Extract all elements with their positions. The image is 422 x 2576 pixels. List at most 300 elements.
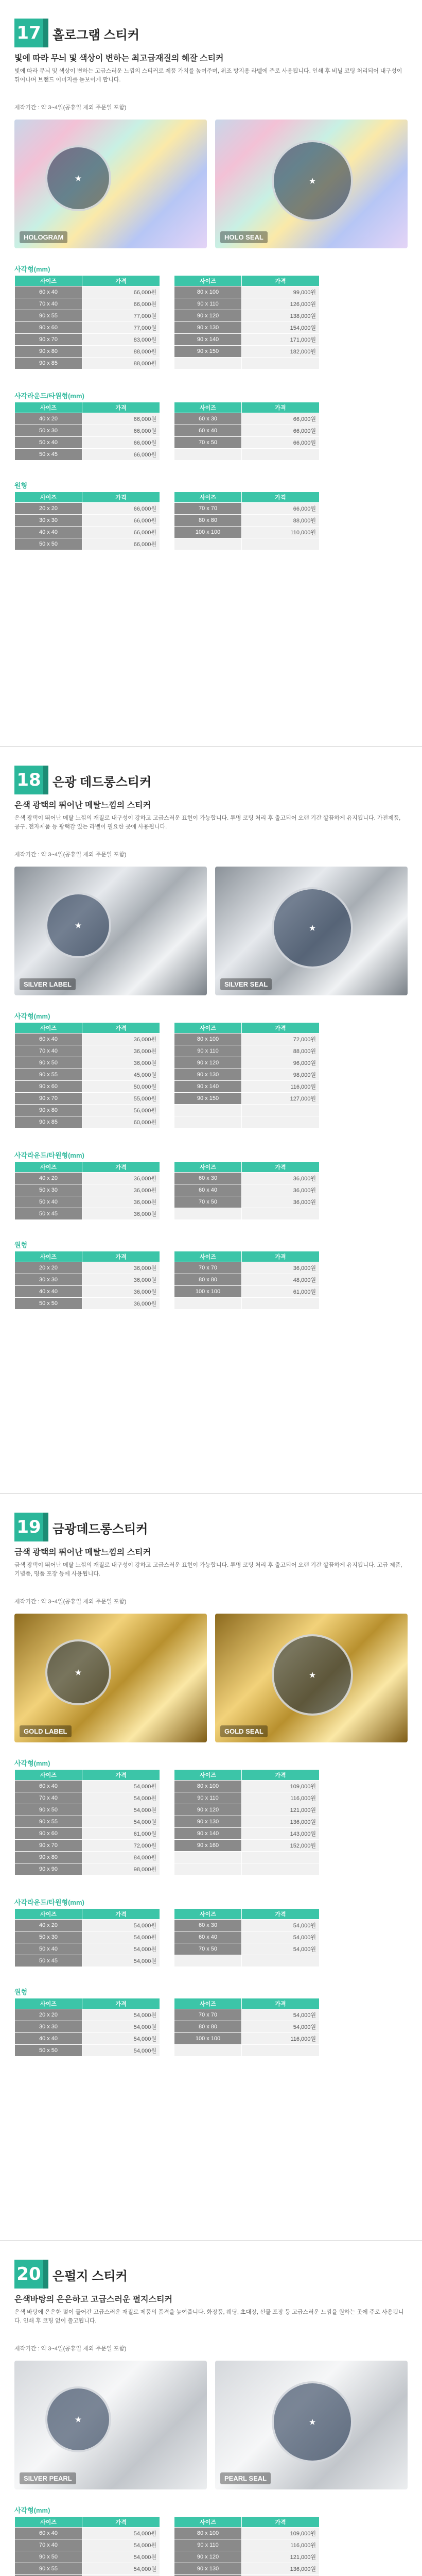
size-cell: 50 x 30 [15,1184,82,1196]
sticker-sample-icon: ★ [272,1634,353,1716]
price-cell: 54,000원 [82,2563,160,2575]
table-row [15,1863,160,1875]
table-row [174,286,320,298]
table-row [174,527,320,538]
table-header-row [174,1162,320,1173]
size-cell: 90 x 130 [174,1069,242,1081]
size-header: 사이즈 [15,492,82,503]
table-header-row [15,2517,160,2528]
size-cell: 70 x 40 [15,1792,82,1804]
size-cell: 30 x 30 [15,2021,82,2033]
size-cell: 80 x 100 [174,286,242,298]
price-cell: 72,000원 [242,1033,320,1045]
photo-label: HOLOGRAM [20,231,67,243]
size-cell: 40 x 40 [15,2033,82,2045]
price-cell: 50,000원 [82,1081,160,1093]
price-cell: 66,000원 [82,437,160,449]
table-header-row [15,1162,160,1173]
price-cell: 36,000원 [82,1298,160,1310]
table-header-row [15,402,160,413]
price-header: 가격 [242,492,320,503]
size-cell: 90 x 140 [174,1081,242,1093]
price-header: 가격 [82,1909,160,1920]
size-header: 사이즈 [15,1162,82,1173]
size-cell: 50 x 30 [15,1931,82,1943]
price-cell: 36,000원 [82,1057,160,1069]
table-row [15,503,160,515]
table-row [15,1208,160,1220]
price-table-left [14,1251,160,1310]
photo-label: SILVER SEAL [220,978,272,990]
table-row [174,1286,320,1298]
production-period-note: 제작기간 : 약 3~4일(공휴일 제외 주문일 포함) [14,852,127,858]
price-header: 가격 [242,1251,320,1262]
section-title: 은광 데드롱스티커 [52,775,152,789]
table-row [15,437,160,449]
price-cell: 121,000원 [242,2551,320,2563]
size-header: 사이즈 [174,1023,242,1033]
section-title: 홀로그램 스티커 [52,28,139,42]
table-row [15,2551,160,2563]
size-cell [174,1852,242,1863]
table-row [174,2563,320,2575]
price-table-left [14,1908,160,1967]
table-row [15,527,160,538]
table-row [174,425,320,437]
section-subtitle: 빛에 따라 무늬 및 색상이 변하는 최고급재질의 헤잘 스티커 [14,54,224,63]
price-cell: 36,000원 [242,1262,320,1274]
price-cell: 60,000원 [82,1116,160,1128]
table-row [15,1116,160,1128]
price-cell: 54,000원 [242,2021,320,2033]
section-subtitle: 금색 광택의 뛰어난 메탈느낌의 스티커 [14,1548,151,1557]
size-cell: 90 x 55 [15,310,82,322]
size-cell: 50 x 50 [15,538,82,550]
price-header: 가격 [242,1909,320,1920]
price-cell: 154,000원 [242,322,320,334]
price-cell: 66,000원 [82,413,160,425]
price-cell [242,1208,320,1220]
section-title: 은펄지 스티커 [52,2269,128,2283]
size-cell: 90 x 130 [174,2563,242,2575]
table-row [15,2539,160,2551]
price-cell: 54,000원 [82,2528,160,2539]
size-cell: 50 x 50 [15,2045,82,2057]
table-row [174,1804,320,1816]
price-cell: 36,000원 [82,1184,160,1196]
price-cell: 66,000원 [82,515,160,527]
table-row [15,1804,160,1816]
table-row [174,1274,320,1286]
product-photo [14,2361,207,2489]
table-header-row [15,1251,160,1262]
sticker-section-19 [0,1494,422,2241]
size-cell: 90 x 85 [15,1116,82,1128]
table-row [15,2045,160,2057]
table-row [174,1116,320,1128]
table-header-row [15,1998,160,2009]
price-header: 가격 [82,492,160,503]
size-cell [174,1955,242,1967]
table-header-row [15,276,160,286]
sticker-sample-icon: ★ [272,2381,353,2463]
size-cell: 60 x 40 [15,1781,82,1792]
table-row [15,2009,160,2021]
size-cell: 40 x 40 [15,527,82,538]
table-row [15,310,160,322]
table-header-row [15,492,160,503]
size-cell: 80 x 80 [174,515,242,527]
table-row [174,1943,320,1955]
table-row [15,538,160,550]
price-cell: 66,000원 [242,437,320,449]
photo-label: HOLO SEAL [220,231,268,243]
price-cell: 138,000원 [242,310,320,322]
table-row [15,1262,160,1274]
size-cell: 90 x 140 [174,1828,242,1840]
price-cell: 54,000원 [82,1781,160,1792]
sticker-section-17 [0,0,422,747]
table-row [174,1931,320,1943]
table-row [174,2539,320,2551]
price-table-left [14,1998,160,2057]
price-cell [242,1116,320,1128]
size-category-label: 사각형(mm) [14,265,50,273]
price-cell: 56,000원 [82,1105,160,1116]
price-table-left [14,2516,160,2576]
size-cell: 60 x 40 [15,1033,82,1045]
section-description: 은색 광택이 뛰어난 메탈 느낌의 재질로 내구성이 강하고 고급스러운 표현이 가능합니다. 투명 코팅 처리 후 출고되어 오랜 기간 깔끔하게 유지됩니다. 가전제품, 공구, 전자제품 등 광택감 있는 라벨이 필요한 곳에 사용됩니다. [14,815,401,830]
size-cell [174,1116,242,1128]
price-cell: 66,000원 [82,286,160,298]
price-table-right [174,1908,320,1967]
size-header: 사이즈 [174,1770,242,1781]
price-cell: 126,000원 [242,298,320,310]
size-cell: 100 x 100 [174,1286,242,1298]
size-cell: 90 x 60 [15,322,82,334]
size-cell: 60 x 30 [174,1173,242,1184]
size-cell: 50 x 30 [15,425,82,437]
price-header: 가격 [242,1023,320,1033]
size-cell: 80 x 100 [174,2528,242,2539]
size-cell [174,1863,242,1875]
price-cell: 88,000원 [242,1045,320,1057]
table-row [174,1069,320,1081]
price-cell [242,449,320,461]
section-description: 은색 바탕에 은은한 펄이 들어간 고급스러운 재질로 제품의 품격을 높여줍니다. 화장품, 웨딩, 초대장, 선물 포장 등 고급스러운 느낌을 원하는 곳에 주로 사용됩니다. 인쇄 후 코팅 없이 출고됩니다. [14,2309,404,2324]
price-cell [242,538,320,550]
price-cell: 98,000원 [82,1863,160,1875]
price-cell: 61,000원 [242,1286,320,1298]
size-header: 사이즈 [174,1251,242,1262]
price-header: 가격 [242,402,320,413]
size-category-label: 원형 [14,1241,28,1249]
table-row [15,358,160,369]
price-cell: 54,000원 [82,1920,160,1931]
size-header: 사이즈 [174,1162,242,1173]
price-table-left [14,275,160,369]
size-cell: 50 x 45 [15,1955,82,1967]
size-cell: 90 x 55 [15,1069,82,1081]
section-subtitle: 은색바탕의 은은하고 고급스러운 펄지스티커 [14,2295,173,2304]
price-header: 가격 [242,1998,320,2009]
table-row [15,334,160,346]
size-cell: 70 x 50 [174,1196,242,1208]
price-cell [242,1105,320,1116]
table-row [15,515,160,527]
size-cell: 50 x 45 [15,449,82,461]
table-row [174,1045,320,1057]
price-cell: 45,000원 [82,1069,160,1081]
table-row [15,2021,160,2033]
table-header-row [15,1770,160,1781]
price-cell: 96,000원 [242,1057,320,1069]
size-cell: 70 x 40 [15,2539,82,2551]
size-cell [174,1208,242,1220]
photo-label: PEARL SEAL [220,2472,271,2484]
size-category-label: 사각라운드/타원형(mm) [14,1151,84,1159]
size-cell: 60 x 40 [15,286,82,298]
production-period-note: 제작기간 : 약 3~4일(공휴일 제외 주문일 포함) [14,1599,127,1605]
price-cell: 54,000원 [82,2021,160,2033]
table-header-row [174,1909,320,1920]
size-cell [174,1298,242,1310]
price-cell: 88,000원 [242,515,320,527]
size-cell: 40 x 40 [15,1286,82,1298]
section-description: 금색 광택이 뛰어난 메탈 느낌의 재질로 내구성이 강하고 고급스러운 표현이 가능합니다. 투명 코팅 처리 후 출고되어 오랜 기간 깔끔하게 유지됩니다. 고급 제품, 기념품, 명품 포장 등에 사용됩니다. [14,1562,402,1577]
table-row [15,2563,160,2575]
price-cell: 54,000원 [82,1804,160,1816]
table-row [174,298,320,310]
table-row [15,1955,160,1967]
size-cell: 100 x 100 [174,527,242,538]
table-row [174,2009,320,2021]
price-cell: 77,000원 [82,310,160,322]
size-category-label: 사각라운드/타원형(mm) [14,1899,84,1906]
table-row [174,437,320,449]
size-cell: 20 x 20 [15,503,82,515]
price-cell: 98,000원 [242,1069,320,1081]
size-header: 사이즈 [174,492,242,503]
size-cell: 90 x 50 [15,2551,82,2563]
size-header: 사이즈 [174,402,242,413]
product-photo [14,867,207,995]
size-cell: 90 x 85 [15,358,82,369]
photo-label: SILVER LABEL [20,978,76,990]
price-cell: 36,000원 [82,1033,160,1045]
size-cell: 90 x 70 [15,1093,82,1105]
table-row [15,2528,160,2539]
price-table-left [14,1022,160,1128]
product-photo [215,867,408,995]
size-header: 사이즈 [15,1251,82,1262]
sticker-sample-icon: ★ [272,887,353,969]
table-row [174,1208,320,1220]
price-table-right [174,2516,320,2576]
size-cell: 60 x 40 [174,425,242,437]
table-row [174,1792,320,1804]
price-cell: 54,000원 [242,1931,320,1943]
table-row [174,1781,320,1792]
price-cell: 54,000원 [82,1943,160,1955]
size-cell: 90 x 80 [15,1105,82,1116]
table-row [15,1828,160,1840]
price-header: 가격 [82,1023,160,1033]
price-cell [242,1863,320,1875]
size-cell: 50 x 40 [15,437,82,449]
product-photo [14,1614,207,1742]
price-cell: 36,000원 [82,1262,160,1274]
size-cell [174,538,242,550]
size-cell: 90 x 150 [174,1093,242,1105]
size-cell: 90 x 50 [15,1057,82,1069]
price-cell: 182,000원 [242,346,320,358]
table-row [174,1920,320,1931]
table-header-row [15,1023,160,1033]
price-cell: 36,000원 [82,1173,160,1184]
table-header-row [174,1023,320,1033]
size-cell: 90 x 120 [174,2551,242,2563]
size-cell: 100 x 100 [174,2033,242,2045]
table-row [174,2033,320,2045]
table-row [174,1828,320,1840]
size-cell: 60 x 40 [15,2528,82,2539]
price-cell: 48,000원 [242,1274,320,1286]
size-header: 사이즈 [15,276,82,286]
price-cell: 54,000원 [82,2551,160,2563]
price-cell: 136,000원 [242,1816,320,1828]
table-row [174,346,320,358]
table-row [174,1816,320,1828]
photo-label: SILVER PEARL [20,2472,76,2484]
size-category-label: 원형 [14,1988,28,1996]
section-header [14,762,411,793]
price-cell [242,2045,320,2057]
price-cell [242,1298,320,1310]
price-cell: 116,000원 [242,2033,320,2045]
price-cell: 66,000원 [242,413,320,425]
price-cell: 36,000원 [242,1184,320,1196]
sticker-section-18 [0,747,422,1494]
section-number: 19 [14,1513,43,1541]
size-cell: 90 x 150 [174,346,242,358]
table-row [174,2551,320,2563]
price-cell: 171,000원 [242,334,320,346]
price-cell: 121,000원 [242,1804,320,1816]
size-header: 사이즈 [15,1770,82,1781]
price-cell [242,1852,320,1863]
size-cell: 30 x 30 [15,1274,82,1286]
price-cell: 36,000원 [82,1196,160,1208]
table-row [15,1081,160,1093]
price-cell: 66,000원 [242,503,320,515]
table-row [15,1057,160,1069]
size-cell: 90 x 130 [174,1816,242,1828]
price-header: 가격 [242,1770,320,1781]
product-photo [215,1614,408,1742]
table-row [15,1920,160,1931]
table-header-row [174,2517,320,2528]
size-cell [174,449,242,461]
table-row [15,1792,160,1804]
size-cell: 70 x 70 [174,2009,242,2021]
price-cell: 136,000원 [242,2563,320,2575]
size-cell: 70 x 40 [15,298,82,310]
table-row [15,1274,160,1286]
table-row [15,322,160,334]
size-cell: 90 x 90 [15,1863,82,1875]
table-row [174,1057,320,1069]
price-header: 가격 [82,1251,160,1262]
price-cell: 55,000원 [82,1093,160,1105]
size-category-label: 사각형(mm) [14,1012,50,1020]
price-cell: 127,000원 [242,1093,320,1105]
production-period-note: 제작기간 : 약 3~4일(공휴일 제외 주문일 포함) [14,105,127,111]
table-row [174,1033,320,1045]
table-row [174,503,320,515]
price-header: 가격 [82,1998,160,2009]
size-category-label: 원형 [14,482,28,489]
table-row [15,286,160,298]
price-cell: 54,000원 [82,2009,160,2021]
table-row [15,1173,160,1184]
size-cell: 90 x 60 [15,1081,82,1093]
size-cell: 20 x 20 [15,1262,82,1274]
size-cell [174,2045,242,2057]
price-table-right [174,492,320,550]
price-cell: 54,000원 [82,2033,160,2045]
size-cell: 90 x 130 [174,322,242,334]
table-row [174,310,320,322]
sticker-sample-icon: ★ [45,145,111,211]
table-row [15,1033,160,1045]
table-row [174,2045,320,2057]
size-category-label: 사각형(mm) [14,2506,50,2514]
table-row [15,1093,160,1105]
section-title: 금광데드롱스티커 [52,1522,148,1536]
table-row [174,1863,320,1875]
price-cell: 54,000원 [242,2009,320,2021]
price-cell: 88,000원 [82,346,160,358]
size-cell: 40 x 20 [15,1173,82,1184]
table-row [174,2021,320,2033]
price-cell: 66,000원 [82,503,160,515]
price-cell: 36,000원 [242,1196,320,1208]
price-cell: 36,000원 [82,1286,160,1298]
size-cell: 70 x 70 [174,1262,242,1274]
price-cell: 61,000원 [82,1828,160,1840]
price-header: 가격 [82,2517,160,2528]
table-row [174,538,320,550]
price-cell: 109,000원 [242,2528,320,2539]
size-header: 사이즈 [174,1909,242,1920]
price-cell: 66,000원 [82,425,160,437]
sticker-section-20 [0,2241,422,2576]
price-table-right [174,1022,320,1128]
size-header: 사이즈 [15,2517,82,2528]
table-row [174,1184,320,1196]
size-cell: 90 x 70 [15,1840,82,1852]
table-row [174,334,320,346]
sticker-sample-icon: ★ [45,1639,111,1705]
size-header: 사이즈 [174,2517,242,2528]
price-table-right [174,1161,320,1220]
table-row [15,413,160,425]
price-header: 가격 [82,402,160,413]
price-cell: 116,000원 [242,2539,320,2551]
table-header-row [174,1998,320,2009]
size-header: 사이즈 [174,1998,242,2009]
